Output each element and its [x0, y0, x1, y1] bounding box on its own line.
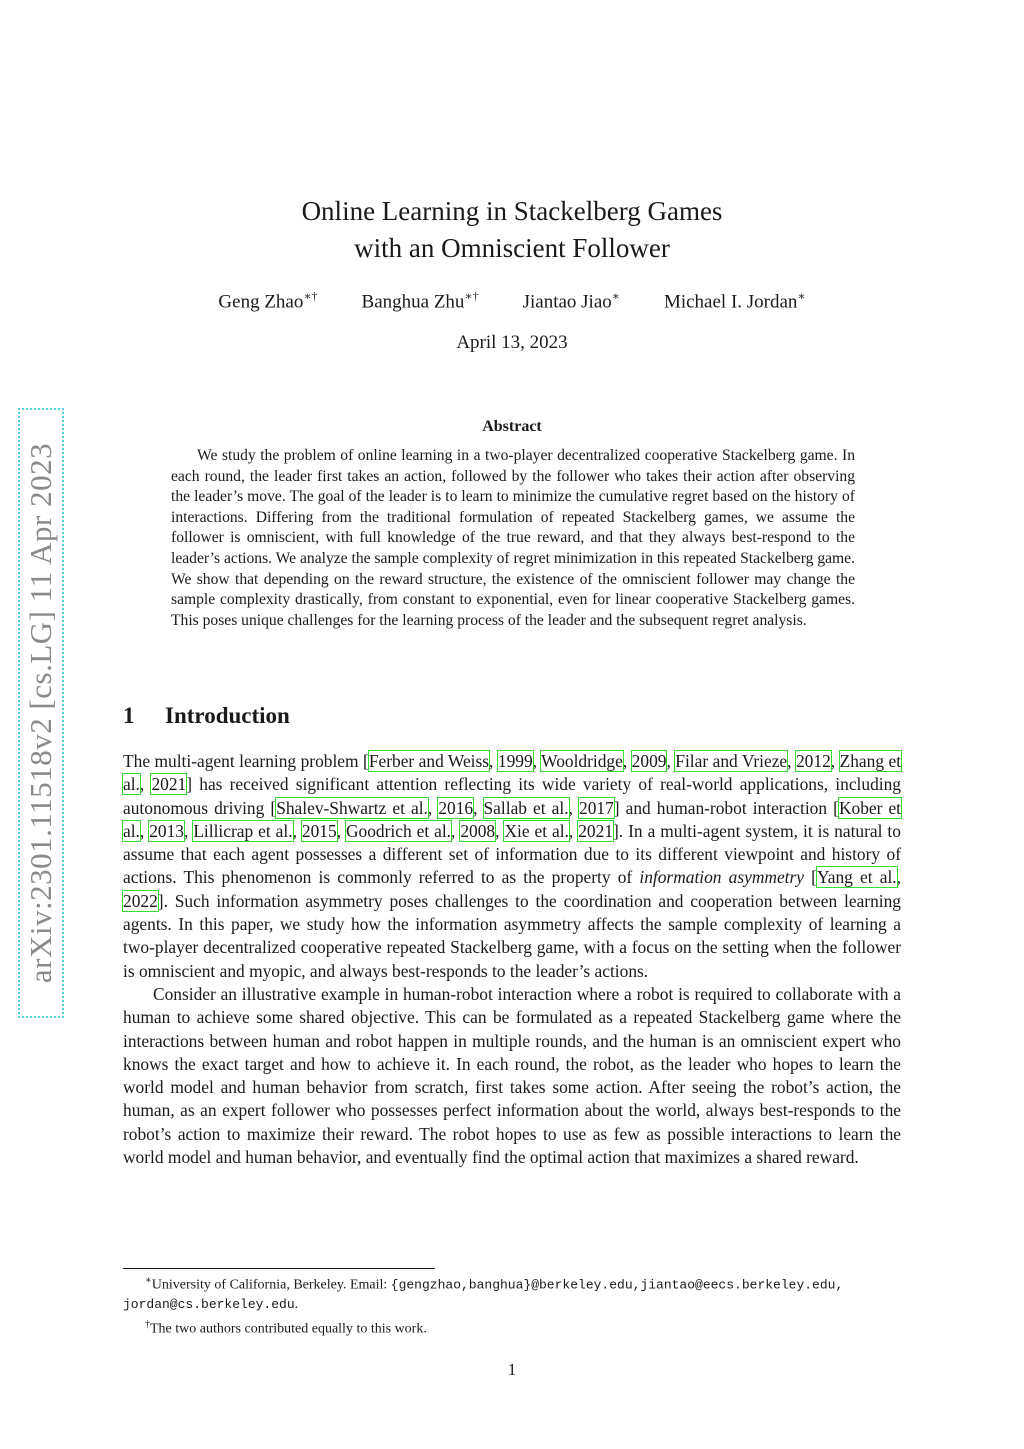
paper-title	[0, 193, 1024, 267]
citation-link[interactable]: 2016	[438, 797, 474, 818]
arxiv-stamp	[18, 408, 64, 1018]
author: Michael I. Jordan∗	[663, 289, 806, 313]
citation-link[interactable]: 2008	[460, 820, 496, 841]
citation-link[interactable]: 2015	[301, 820, 337, 841]
author: Jiantao Jiao∗	[522, 289, 620, 313]
arxiv-identifier: arXiv:2301.11518v2 [cs.LG] 11 Apr 2023	[23, 442, 58, 984]
title-line-2: with an Omniscient Follower	[354, 233, 670, 263]
citation-link[interactable]: Goodrich et al.	[345, 820, 452, 841]
abstract-heading: Abstract	[482, 418, 542, 435]
footnote-equal-contribution: †The two authors contributed equally to this work.	[145, 1318, 427, 1337]
citation-link[interactable]: Filar and Vrieze	[675, 751, 788, 771]
citation-link[interactable]: 2017	[579, 797, 614, 818]
citation-link[interactable]: 2021	[578, 820, 614, 841]
citation-link[interactable]: Yang et al.	[816, 867, 897, 888]
author: Geng Zhao∗†	[218, 289, 318, 313]
page-number: 1	[507, 1360, 517, 1379]
section-number: 1	[123, 703, 135, 728]
citation-link[interactable]: Ferber and Weiss	[368, 751, 490, 771]
author-mark: ∗	[797, 289, 806, 303]
citation-link[interactable]: Kober et al.	[123, 797, 902, 841]
citation-link[interactable]: 2009	[631, 751, 667, 771]
citation-link[interactable]: 2021	[151, 774, 187, 795]
section-title: Introduction	[165, 703, 290, 728]
intro-paragraph-2: Consider an illustrative example in human-robot interaction where a robot is required to collaborate with a human to achieve some shared objective. This can be formulated as a repeated Stackelberg game where the interactions between human and robot happen in multiple rounds, and the human is an omniscient expert who knows the exact target and how to achieve it. In each round, the robot, as the leader who hopes to learn the world model and human behavior from scratch, first takes some action. After seeing the robot’s action, the human, as an expert follower who possesses perfect information about the world, always best-responds to the robot’s action to maximize their reward. The robot hopes to use as few as possible interactions to learn the world model and human behavior, and eventually find the optimal action that maximizes a shared reward.	[123, 983, 901, 1168]
citation-link[interactable]: Xie et al.	[504, 820, 569, 841]
citation-link[interactable]: Sallab et al.	[483, 797, 569, 818]
author-mark: ∗†	[464, 289, 479, 303]
paper-date: April 13, 2023	[456, 332, 568, 353]
email-address: jordan@cs.berkeley.edu	[123, 1297, 295, 1313]
citation-link[interactable]: Wooldridge	[541, 751, 623, 771]
intro-paragraph-1: The multi-agent learning problem [Ferber and Weiss, 1999, Wooldridge, 2009, Filar and Vrieze, 2012, Zhang et al., 2021] has received significant attention reflecting its wide variety of real-world applications, including autonomous driving [Shalev-Shwartz et al., 2016, Sallab et al., 2017] and human-robot interaction [Kober et al., 2013, Lillicrap et al., 2015, Goodrich et al., 2008, Xie et al., 2021]. In a multi-agent system, it is natural to assume that each agent possesses a different set of information due to its different viewpoint and history of actions. This phenomenon is commonly referred to as the property of information asymmetry [Yang et al., 2022]. Such information asymmetry poses challenges to the coordination and cooperation between learning agents. In this paper, we study how the information asymmetry affects the sample complexity of learning a two-player decentralized cooperative repeated Stackelberg game, with a focus on the setting when the follower is omniscient and myopic, and always best-responds to the leader’s actions.	[123, 751, 902, 981]
citation-link[interactable]: 2022	[123, 890, 158, 911]
author-list	[0, 289, 1024, 313]
author-mark: ∗	[611, 289, 620, 303]
author-mark: ∗†	[303, 289, 318, 303]
title-line-1: Online Learning in Stackelberg Games	[301, 196, 723, 226]
footnote-rule	[123, 1268, 435, 1269]
citation-link[interactable]: Lillicrap et al.	[193, 820, 293, 841]
footnote-affiliation: ∗University of California, Berkeley. Email: {gengzhao,banghua}@berkeley.edu,jiantao@eecs.berkeley.edu,	[145, 1275, 844, 1293]
introduction-body	[123, 750, 901, 1169]
footnote-affiliation-cont: jordan@cs.berkeley.edu.	[123, 1297, 299, 1313]
citation-link[interactable]: 2012	[795, 751, 831, 771]
footnotes	[123, 1271, 913, 1339]
author: Banghua Zhu∗†	[361, 289, 479, 313]
section-heading	[123, 703, 290, 729]
citation-link[interactable]: Shalev-Shwartz et al.	[276, 797, 428, 818]
email-addresses: {gengzhao,banghua}@berkeley.edu,jiantao@eecs.berkeley.edu,	[390, 1277, 844, 1293]
abstract-body: We study the problem of online learning in a two-player decentralized cooperative Stackelberg game. In each round, the leader first takes an action, followed by the follower who takes their action after observing the leader’s move. The goal of the leader is to learn to minimize the cumulative regret based on the history of interactions. Differing from the traditional formulation of repeated Stackelberg games, we assume the follower is omniscient, with full knowledge of the true reward, and that they always best-respond to the leader’s actions. We analyze the sample complexity of regret minimization in this repeated Stackelberg game. We show that depending on the reward structure, the existence of the omniscient follower may change the sample complexity drastically, from constant to exponential, even for linear cooperative Stackelberg games. This poses unique challenges for the learning process of the leader and the subsequent regret analysis.	[171, 447, 855, 629]
citation-link[interactable]: Zhang et al.	[123, 751, 902, 795]
emphasis-term: information asymmetry	[639, 867, 804, 888]
citation-link[interactable]: 1999	[497, 751, 533, 771]
citation-link[interactable]: 2013	[149, 820, 184, 841]
